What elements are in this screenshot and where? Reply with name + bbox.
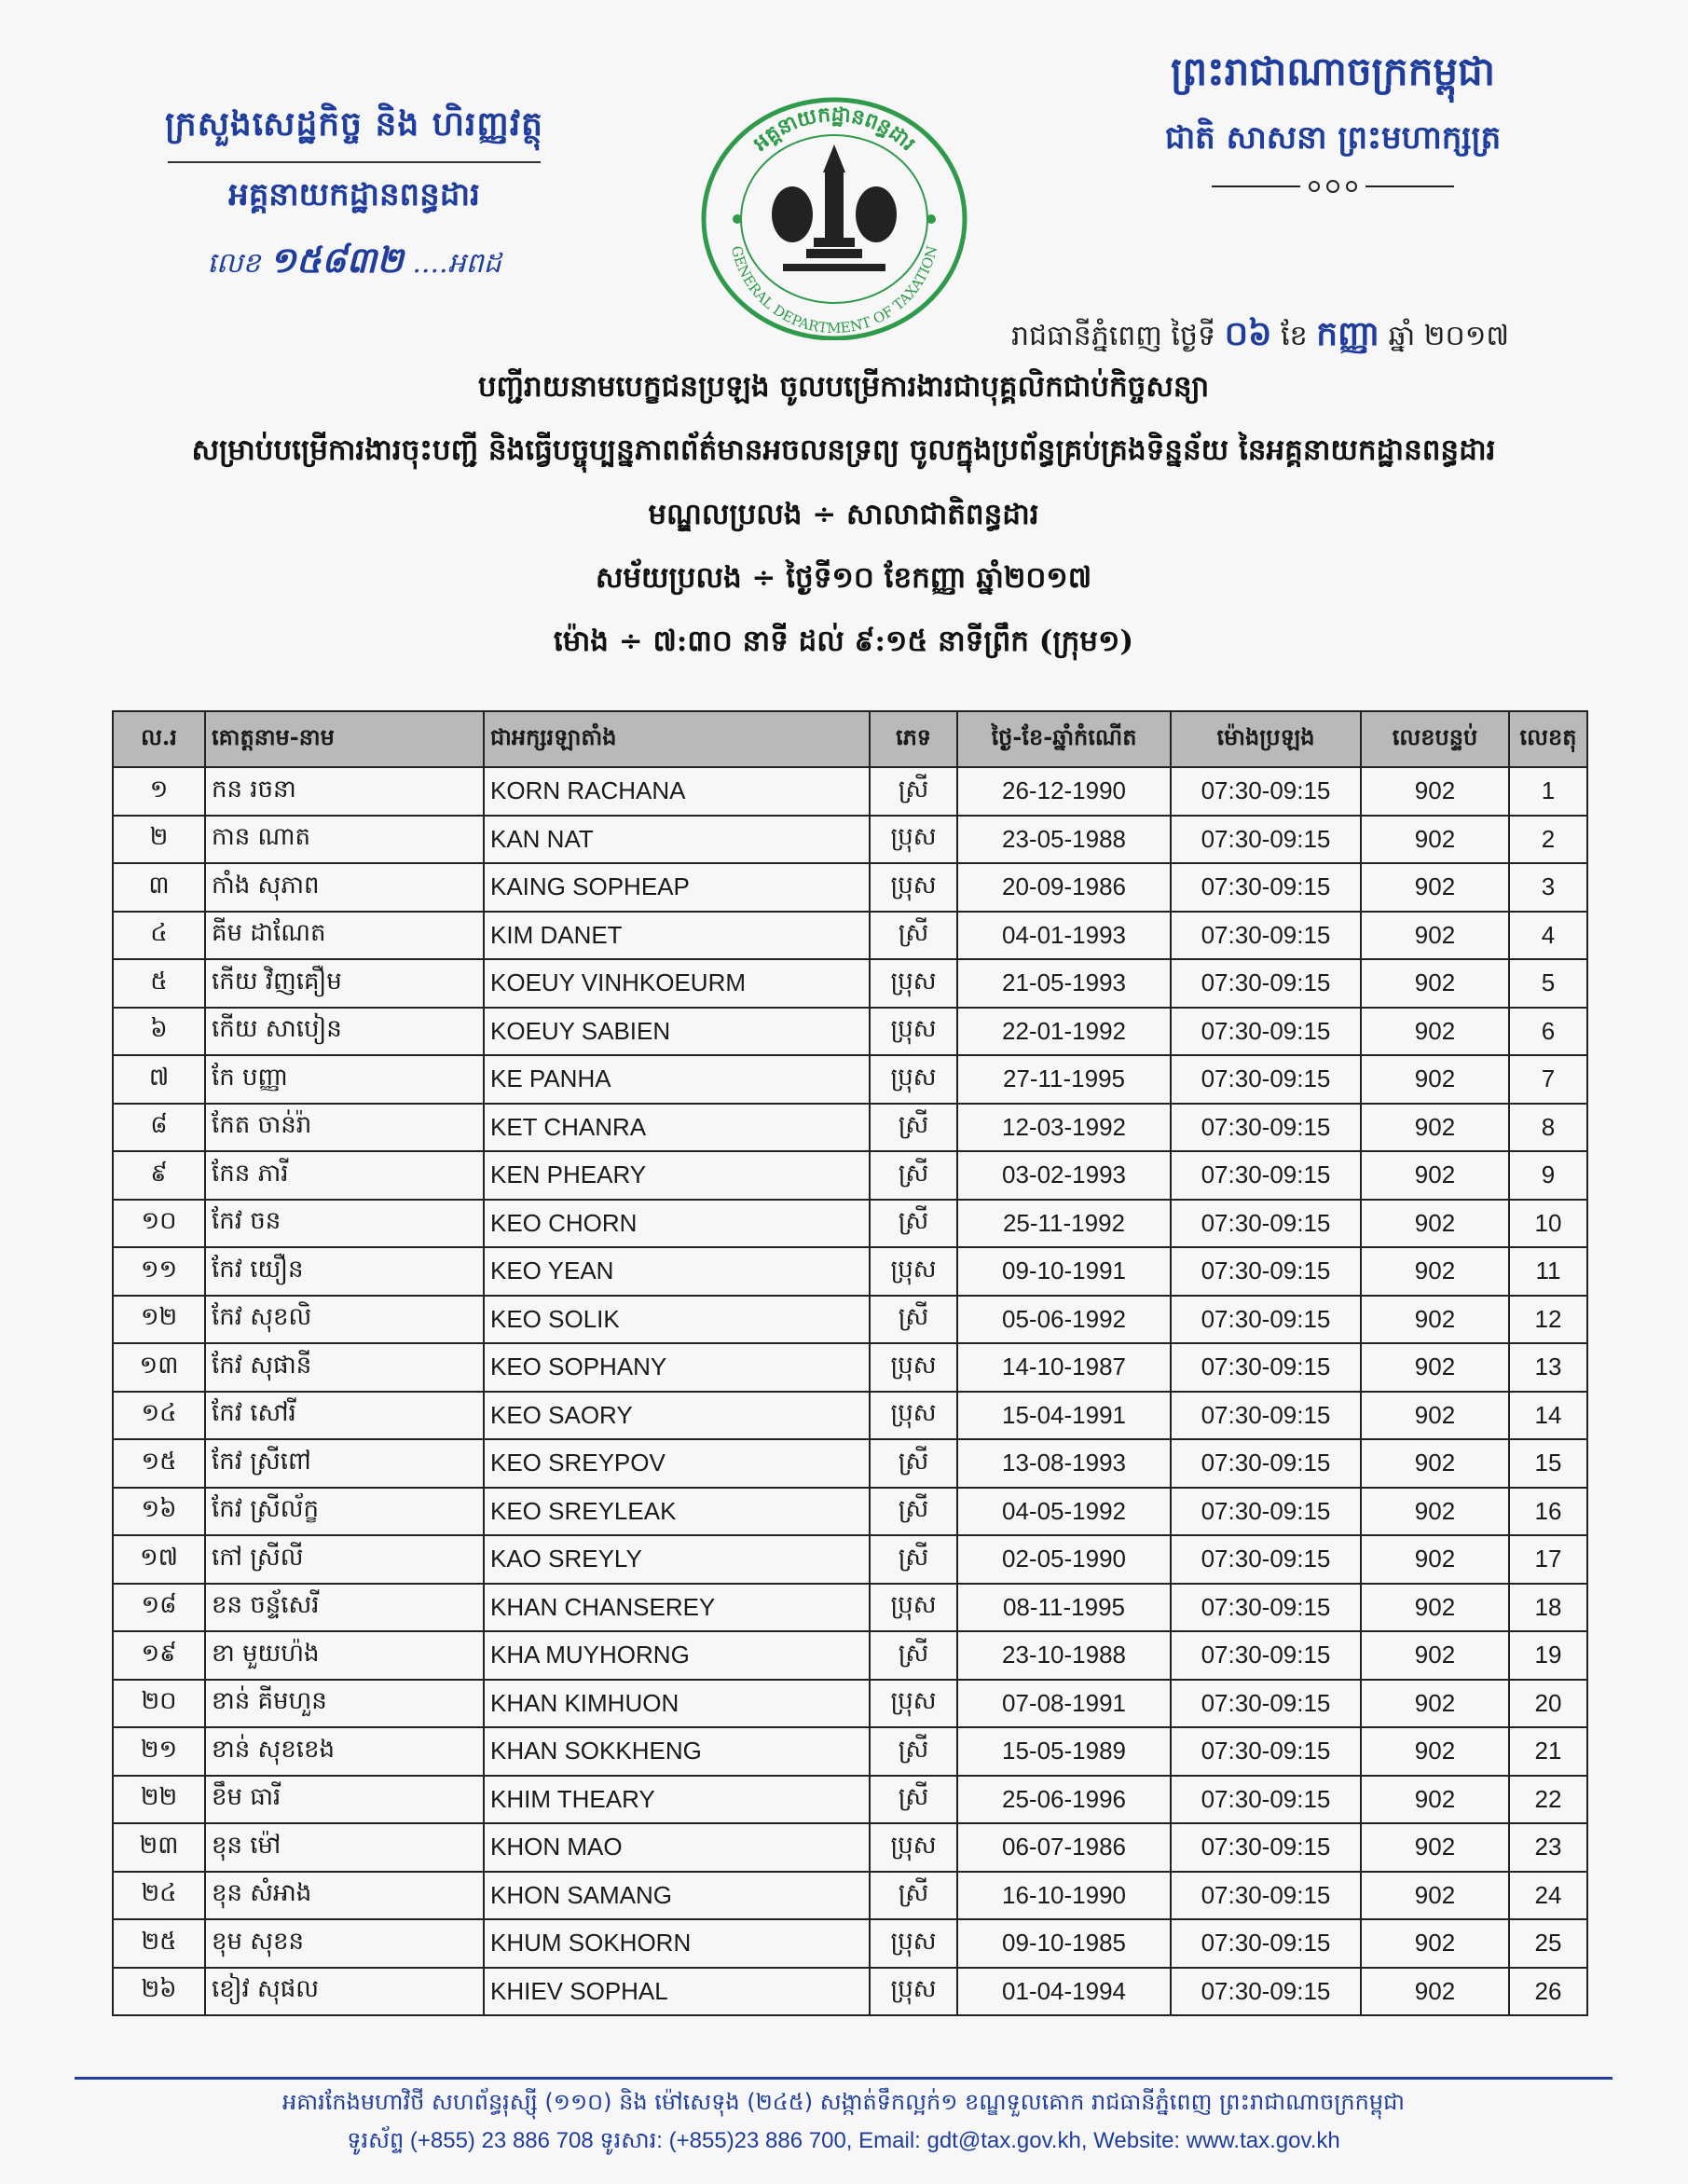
room-number: 902 [1361, 863, 1509, 912]
sex: ស្រី [870, 912, 957, 960]
seat-number: 21 [1509, 1727, 1587, 1776]
room-number: 902 [1361, 1151, 1509, 1200]
exam-time: 07:30-09:15 [1171, 1680, 1361, 1728]
room-number: 902 [1361, 912, 1509, 960]
footer [75, 2088, 1613, 2159]
khmer-name: កែត ចាន់រ៉ា [205, 1104, 484, 1152]
sex: ប្រុស [870, 1680, 957, 1728]
khmer-name: ខុម សុខន [205, 1919, 484, 1968]
exam-time: 07:30-09:15 [1171, 1104, 1361, 1152]
table-row [113, 1535, 1587, 1584]
row-number: ៧ [113, 1055, 205, 1104]
exam-time: ម៉ោង ÷ ៧:៣០ នាទី ដល់ ៩:១៥ នាទីព្រឹក (ក្រុម១) [553, 625, 1134, 659]
table-row [113, 1823, 1587, 1872]
seat-number: 4 [1509, 912, 1587, 960]
room-number: 902 [1361, 1392, 1509, 1440]
latin-name: KAING SOPHEAP [484, 863, 870, 912]
table-row [113, 1008, 1587, 1056]
khmer-name: កែវ ស្រីល័ក្ខ [205, 1488, 484, 1536]
table-row [113, 959, 1587, 1008]
exam-time: 07:30-09:15 [1171, 1776, 1361, 1824]
date-of-birth: 06-07-1986 [957, 1823, 1171, 1872]
seat-number: 25 [1509, 1919, 1587, 1968]
latin-name: KOEUY VINHKOEURM [484, 959, 870, 1008]
latin-name: KEO SAORY [484, 1392, 870, 1440]
room-number: 902 [1361, 1439, 1509, 1488]
exam-session: សម័យប្រលង ÷ ថ្ងៃទី១០ ខែកញ្ញា ឆ្នាំ២០១៧ [595, 560, 1092, 595]
date-of-birth: 14-10-1987 [957, 1343, 1171, 1392]
date-day: ០៦ [1224, 314, 1272, 353]
khmer-name: កាន ណាត [205, 816, 484, 864]
room-number: 902 [1361, 1008, 1509, 1056]
footer-contact: ទូរស័ព្ទ (+855) 23 886 708 ទូរសារ: (+855)23 886 700, Email: gdt@tax.gov.kh, Website: www.tax.gov.kh [347, 2128, 1340, 2153]
row-number: ៩ [113, 1151, 205, 1200]
exam-time: 07:30-09:15 [1171, 1247, 1361, 1296]
table-body [113, 767, 1587, 2015]
date-of-birth: 07-08-1991 [957, 1680, 1171, 1728]
seat-number: 18 [1509, 1584, 1587, 1632]
table-row [113, 912, 1587, 960]
date-of-birth: 05-06-1992 [957, 1296, 1171, 1344]
sex: ប្រុស [870, 1008, 957, 1056]
khmer-name: ខុន សំអាង [205, 1872, 484, 1920]
khmer-name: កែវ សុផានី [205, 1343, 484, 1392]
latin-name: KHON MAO [484, 1823, 870, 1872]
latin-name: KHUM SOKHORN [484, 1919, 870, 1968]
sex: ស្រី [870, 1872, 957, 1920]
exam-time: 07:30-09:15 [1171, 959, 1361, 1008]
room-number: 902 [1361, 1968, 1509, 2016]
table-row [113, 1200, 1587, 1248]
room-number: 902 [1361, 1343, 1509, 1392]
khmer-name: ខុន ម៉ៅ [205, 1823, 484, 1872]
sex: ស្រី [870, 1296, 957, 1344]
seal-bottom-text: GENERAL DEPARTMENT OF TAXATION [727, 243, 941, 337]
table-row [113, 1151, 1587, 1200]
sex: ស្រី [870, 767, 957, 816]
date-year-label: ឆ្នាំ [1388, 320, 1416, 352]
latin-name: KOEUY SABIEN [484, 1008, 870, 1056]
room-number: 902 [1361, 1200, 1509, 1248]
khmer-name: កើយ សាបៀន [205, 1008, 484, 1056]
seat-number: 8 [1509, 1104, 1587, 1152]
sex: ស្រី [870, 1776, 957, 1824]
table-row [113, 1296, 1587, 1344]
latin-name: KEO SOLIK [484, 1296, 870, 1344]
date-year: ២០១៧ [1423, 320, 1510, 352]
khmer-name: កែវ សុខលិ [205, 1296, 484, 1344]
row-number: ១៤ [113, 1392, 205, 1440]
date-of-birth: 08-11-1995 [957, 1584, 1171, 1632]
row-number: ១០ [113, 1200, 205, 1248]
seat-number: 2 [1509, 816, 1587, 864]
latin-name: KIM DANET [484, 912, 870, 960]
exam-time: 07:30-09:15 [1171, 1200, 1361, 1248]
khmer-name: គីម ដាណែត [205, 912, 484, 960]
table-row [113, 1631, 1587, 1680]
ministry-rule [168, 161, 541, 163]
latin-name: KAN NAT [484, 816, 870, 864]
latin-name: KHIM THEARY [484, 1776, 870, 1824]
latin-name: KHIEV SOPHAL [484, 1968, 870, 2016]
ref-suffix: ....អពដ [412, 247, 501, 280]
table-row [113, 1727, 1587, 1776]
seat-number: 13 [1509, 1343, 1587, 1392]
exam-time: 07:30-09:15 [1171, 816, 1361, 864]
seat-number: 5 [1509, 959, 1587, 1008]
row-number: ២៤ [113, 1872, 205, 1920]
room-number: 902 [1361, 767, 1509, 816]
table-row [113, 1104, 1587, 1152]
exam-time: 07:30-09:15 [1171, 1392, 1361, 1440]
table-row [113, 1680, 1587, 1728]
khmer-name: កើយ វិញគឿម [205, 959, 484, 1008]
row-number: ២៥ [113, 1919, 205, 1968]
room-number: 902 [1361, 1104, 1509, 1152]
latin-name: KHAN CHANSEREY [484, 1584, 870, 1632]
footer-rule [75, 2077, 1613, 2080]
ref-prefix: លេខ [207, 247, 261, 280]
table-row [113, 1247, 1587, 1296]
seat-number: 26 [1509, 1968, 1587, 2016]
khmer-name: កែវ ចន [205, 1200, 484, 1248]
table-row [113, 1968, 1587, 2016]
khmer-name: ខៀវ សុផល [205, 1968, 484, 2016]
department-name: អគ្គនាយកដ្ឋានពន្ធដារ [228, 176, 480, 213]
room-number: 902 [1361, 1776, 1509, 1824]
sex: ប្រុស [870, 1392, 957, 1440]
title-line-2: សម្រាប់បម្រើការងារចុះបញ្ជី និងធ្វើបច្ចុប្បន្នភាពព័ត៌មានអចលនទ្រព្យ ចូលក្នុងប្រព័ន្ធគ្រប់គ្រងទិន្នន័យ នៃអគ្គនាយកដ្ឋានពន្ធដារ [191, 433, 1496, 468]
sex: ស្រី [870, 1631, 957, 1680]
khmer-name: ខាន់ គីមហួន [205, 1680, 484, 1728]
exam-time: 07:30-09:15 [1171, 1055, 1361, 1104]
exam-time: 07:30-09:15 [1171, 1296, 1361, 1344]
ministry-name: ក្រសួងសេដ្ឋកិច្ច និង ហិរញ្ញវត្ថុ [165, 104, 543, 144]
seat-number: 12 [1509, 1296, 1587, 1344]
date-of-birth: 02-05-1990 [957, 1535, 1171, 1584]
table-row [113, 1488, 1587, 1536]
table-row [113, 1584, 1587, 1632]
row-number: ១៧ [113, 1535, 205, 1584]
date-of-birth: 25-11-1992 [957, 1200, 1171, 1248]
room-number: 902 [1361, 816, 1509, 864]
seat-number: 17 [1509, 1535, 1587, 1584]
exam-time: 07:30-09:15 [1171, 1872, 1361, 1920]
room-number: 902 [1361, 959, 1509, 1008]
latin-name: KEO SREYPOV [484, 1439, 870, 1488]
col-header-dob: ថ្ងៃ-ខែ-ឆ្នាំកំណើត [957, 711, 1171, 767]
date-prefix: រាជធានីភ្នំពេញ ថ្ងៃទី [1011, 320, 1216, 352]
sex: ប្រុស [870, 1919, 957, 1968]
exam-time: 07:30-09:15 [1171, 1151, 1361, 1200]
room-number: 902 [1361, 1631, 1509, 1680]
date-of-birth: 27-11-1995 [957, 1055, 1171, 1104]
room-number: 902 [1361, 1296, 1509, 1344]
exam-center: មណ្ឌលប្រលង ÷ សាលាជាតិពន្ធដារ [648, 497, 1039, 531]
date-of-birth: 25-06-1996 [957, 1776, 1171, 1824]
table-row [113, 816, 1587, 864]
date-of-birth: 23-10-1988 [957, 1631, 1171, 1680]
khmer-name: កែវ សៅរី [205, 1392, 484, 1440]
table-row [113, 1776, 1587, 1824]
seat-number: 23 [1509, 1823, 1587, 1872]
khmer-name: កែ បញ្ញា [205, 1055, 484, 1104]
issue-date [1011, 312, 1509, 362]
latin-name: KHAN KIMHUON [484, 1680, 870, 1728]
sex: ស្រី [870, 1488, 957, 1536]
exam-time: 07:30-09:15 [1171, 1631, 1361, 1680]
latin-name: KHA MUYHORNG [484, 1631, 870, 1680]
sex: ប្រុស [870, 959, 957, 1008]
exam-time: 07:30-09:15 [1171, 1488, 1361, 1536]
row-number: ១៨ [113, 1584, 205, 1632]
latin-name: KEO SOPHANY [484, 1343, 870, 1392]
sex: ស្រី [870, 1535, 957, 1584]
room-number: 902 [1361, 1535, 1509, 1584]
seal-top-text: អគ្គនាយកដ្ឋានពន្ធដារ [748, 103, 920, 157]
date-of-birth: 04-01-1993 [957, 912, 1171, 960]
sex: ប្រុស [870, 1343, 957, 1392]
table-row [113, 1055, 1587, 1104]
date-of-birth: 01-04-1994 [957, 1968, 1171, 2016]
row-number: ៨ [113, 1104, 205, 1152]
latin-name: KEN PHEARY [484, 1151, 870, 1200]
seat-number: 14 [1509, 1392, 1587, 1440]
seat-number: 3 [1509, 863, 1587, 912]
seat-number: 19 [1509, 1631, 1587, 1680]
date-of-birth: 15-05-1989 [957, 1727, 1171, 1776]
row-number: ២៣ [113, 1823, 205, 1872]
sex: ប្រុស [870, 1968, 957, 2016]
row-number: ២៦ [113, 1968, 205, 2016]
room-number: 902 [1361, 1680, 1509, 1728]
row-number: ២០ [113, 1680, 205, 1728]
table-row [113, 863, 1587, 912]
exam-time: 07:30-09:15 [1171, 1919, 1361, 1968]
col-header-room: លេខបន្ទប់ [1361, 711, 1509, 767]
title-line-1: បញ្ជីរាយនាមបេក្ខជនប្រឡង ចូលបម្រើការងារជាបុគ្គលិកជាប់កិច្ចសន្យា [477, 370, 1210, 404]
national-motto: ជាតិ សាសនា ព្រះមហាក្សត្រ [1164, 119, 1502, 157]
table-row [113, 767, 1587, 816]
exam-time: 07:30-09:15 [1171, 1968, 1361, 2016]
row-number: ១៥ [113, 1439, 205, 1488]
row-number: ២១ [113, 1727, 205, 1776]
sex: ស្រី [870, 1439, 957, 1488]
seat-number: 15 [1509, 1439, 1587, 1488]
exam-time: 07:30-09:15 [1171, 1008, 1361, 1056]
table-header-row [113, 711, 1587, 767]
exam-time: 07:30-09:15 [1171, 1584, 1361, 1632]
seat-number: 24 [1509, 1872, 1587, 1920]
khmer-name: ខន ចន្ទ័សេរី [205, 1584, 484, 1632]
exam-time: 07:30-09:15 [1171, 1343, 1361, 1392]
khmer-name: កៅ ស្រីលី [205, 1535, 484, 1584]
sex: ប្រុស [870, 816, 957, 864]
seat-number: 9 [1509, 1151, 1587, 1200]
row-number: ២២ [113, 1776, 205, 1824]
date-of-birth: 23-05-1988 [957, 816, 1171, 864]
table-row [113, 1872, 1587, 1920]
latin-name: KEO CHORN [484, 1200, 870, 1248]
ref-number: ១៥៨៣២ [269, 239, 404, 281]
exam-time: 07:30-09:15 [1171, 1727, 1361, 1776]
khmer-name: កន រចនា [205, 767, 484, 816]
table-row [113, 1919, 1587, 1968]
khmer-name: ខា មួយហ៉ង [205, 1631, 484, 1680]
sex: ប្រុស [870, 1584, 957, 1632]
date-of-birth: 15-04-1991 [957, 1392, 1171, 1440]
seat-number: 6 [1509, 1008, 1587, 1056]
date-of-birth: 21-05-1993 [957, 959, 1171, 1008]
exam-time: 07:30-09:15 [1171, 767, 1361, 816]
sex: ស្រី [870, 1200, 957, 1248]
seat-number: 20 [1509, 1680, 1587, 1728]
khmer-name: ខឹម ធារី [205, 1776, 484, 1824]
latin-name: KORN RACHANA [484, 767, 870, 816]
date-of-birth: 16-10-1990 [957, 1872, 1171, 1920]
footer-address: អគារកែងមហាវិថី សហព័ន្ធរុស្ស៊ី (១១០) និង ម៉ៅសេទុង (២៤៥) សង្កាត់ទឹកល្អក់១ ខណ្ឌទួលគោក រាជធានីភ្នំពេញ ព្រះរាជាណាចក្រកម្ពុជា [282, 2089, 1405, 2115]
khmer-name: កែន ភារី [205, 1151, 484, 1200]
latin-name: KE PANHA [484, 1055, 870, 1104]
latin-name: KAO SREYLY [484, 1535, 870, 1584]
latin-name: KHON SAMANG [484, 1872, 870, 1920]
row-number: ៣ [113, 863, 205, 912]
room-number: 902 [1361, 1823, 1509, 1872]
exam-time: 07:30-09:15 [1171, 863, 1361, 912]
date-of-birth: 09-10-1985 [957, 1919, 1171, 1968]
row-number: ១១ [113, 1247, 205, 1296]
seat-number: 7 [1509, 1055, 1587, 1104]
date-of-birth: 03-02-1993 [957, 1151, 1171, 1200]
document-titles [112, 368, 1575, 660]
date-of-birth: 09-10-1991 [957, 1247, 1171, 1296]
date-of-birth: 12-03-1992 [957, 1104, 1171, 1152]
seat-number: 22 [1509, 1776, 1587, 1824]
sex: ស្រី [870, 1151, 957, 1200]
room-number: 902 [1361, 1872, 1509, 1920]
khmer-name: កែវ ស្រីពៅ [205, 1439, 484, 1488]
date-month-label: ខែ [1281, 320, 1308, 352]
col-header-no: ល.រ [113, 711, 205, 767]
sex: ប្រុស [870, 1055, 957, 1104]
room-number: 902 [1361, 1919, 1509, 1968]
col-header-latin-name: ជាអក្សរឡាតាំង [484, 711, 870, 767]
ministry-header [149, 103, 559, 290]
exam-time: 07:30-09:15 [1171, 1823, 1361, 1872]
date-of-birth: 20-09-1986 [957, 863, 1171, 912]
date-of-birth: 04-05-1992 [957, 1488, 1171, 1536]
sex: ស្រី [870, 1727, 957, 1776]
row-number: ៤ [113, 912, 205, 960]
latin-name: KEO YEAN [484, 1247, 870, 1296]
seat-number: 11 [1509, 1247, 1587, 1296]
kingdom-name: ព្រះរាជាណាចក្រកម្ពុជា [1170, 48, 1496, 94]
row-number: ១៩ [113, 1631, 205, 1680]
gdt-seal-logo [694, 89, 974, 340]
sex: ស្រី [870, 1104, 957, 1152]
reference-number [149, 238, 559, 290]
khmer-name: ខាន់ សុខខេង [205, 1727, 484, 1776]
table-row [113, 1439, 1587, 1488]
date-of-birth: 26-12-1990 [957, 767, 1171, 816]
room-number: 902 [1361, 1488, 1509, 1536]
col-header-sex: ភេទ [870, 711, 957, 767]
room-number: 902 [1361, 1055, 1509, 1104]
date-of-birth: 22-01-1992 [957, 1008, 1171, 1056]
seat-number: 1 [1509, 767, 1587, 816]
date-month: កញ្ញា [1316, 314, 1380, 353]
row-number: ៥ [113, 959, 205, 1008]
table-row [113, 1343, 1587, 1392]
sex: ប្រុស [870, 1247, 957, 1296]
exam-time: 07:30-09:15 [1171, 1535, 1361, 1584]
date-of-birth: 13-08-1993 [957, 1439, 1171, 1488]
candidate-table [112, 710, 1588, 2016]
sex: ប្រុស [870, 1823, 957, 1872]
seat-number: 10 [1509, 1200, 1587, 1248]
exam-time: 07:30-09:15 [1171, 1439, 1361, 1488]
kingdom-header [1114, 47, 1552, 199]
col-header-khmer-name: គោត្តនាម-នាម [205, 711, 484, 767]
khmer-name: កាំង សុភាព [205, 863, 484, 912]
ornament-divider-icon [1212, 177, 1454, 196]
room-number: 902 [1361, 1584, 1509, 1632]
row-number: ១ [113, 767, 205, 816]
seat-number: 16 [1509, 1488, 1587, 1536]
table-row [113, 1392, 1587, 1440]
row-number: ១៦ [113, 1488, 205, 1536]
room-number: 902 [1361, 1727, 1509, 1776]
khmer-name: កែវ យឿន [205, 1247, 484, 1296]
row-number: ៦ [113, 1008, 205, 1056]
row-number: ១២ [113, 1296, 205, 1344]
latin-name: KET CHANRA [484, 1104, 870, 1152]
row-number: ១៣ [113, 1343, 205, 1392]
col-header-seat: លេខតុ [1509, 711, 1587, 767]
col-header-exam-time: ម៉ោងប្រឡង [1171, 711, 1361, 767]
sex: ប្រុស [870, 863, 957, 912]
latin-name: KHAN SOKKHENG [484, 1727, 870, 1776]
row-number: ២ [113, 816, 205, 864]
room-number: 902 [1361, 1247, 1509, 1296]
exam-time: 07:30-09:15 [1171, 912, 1361, 960]
latin-name: KEO SREYLEAK [484, 1488, 870, 1536]
